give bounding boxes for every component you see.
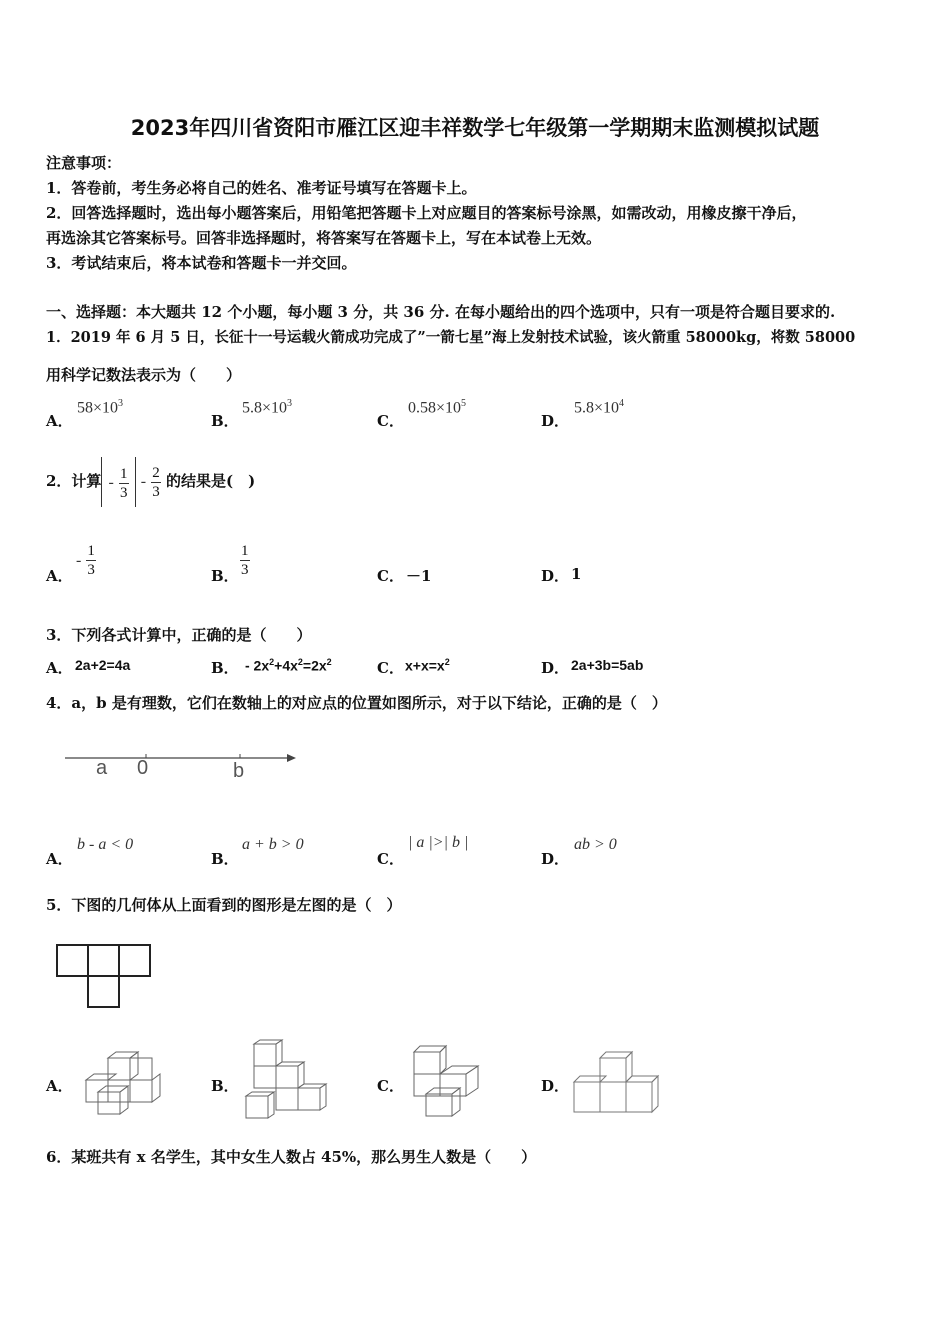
q5-option-a-cubes [80,1048,165,1120]
option-label-a: A． [46,659,73,677]
option-label-b: B． [211,850,239,868]
question-6-stem: 6．某班共有 x 名学生，其中女生人数占 45%，那么男生人数是（ ） [46,1148,537,1166]
q4-option-d: ab > 0 [574,836,617,853]
q3-option-b: - $2x^2+4x^2=2x^2$ [245,657,332,674]
q4-option-a: b - a < 0 [77,836,134,853]
option-label-a: A． [46,567,73,585]
q5-option-c-cubes [408,1042,488,1122]
top-view-figure [55,943,155,1011]
q1-option-b: $5.8\times 10^3$ [242,398,293,417]
absolute-value-bars: - $\frac{1}{3}$ [101,457,135,507]
option-label-c: C． [377,850,404,868]
notice-item: 再选涂其它答案标号。回答非选择题时，将答案写在答题卡上，写在本试卷上无效。 [46,229,602,247]
q5-option-b-cubes [242,1038,337,1124]
option-label-b: B． [211,659,239,677]
q4-option-c: | a |>| b | [408,834,469,851]
question-5-stem: 5．下图的几何体从上面看到的图形是左图的是（ ） [46,896,402,914]
fraction: $\frac{2}{3}$ [152,464,160,500]
q2-option-d: 1 [571,565,582,583]
question-3-stem: 3．下列各式计算中，正确的是（ ） [46,626,312,644]
axis-label-a: a [96,757,108,779]
option-label-d: D． [541,567,570,585]
axis-label-b: b [233,760,245,782]
notice-item: 3．考试结束后，将本试卷和答题卡一并交回。 [46,254,357,272]
notice-item: 1．答卷前，考生务必将自己的姓名、准考证号填写在答题卡上。 [46,179,477,197]
page-title: 2023年四川省资阳市雁江区迎丰祥数学七年级第一学期期末监测模拟试题 [130,116,820,140]
option-label-a: A． [46,850,73,868]
option-label-a: A． [46,412,73,430]
q4-option-b: a + b > 0 [242,836,304,853]
option-label-d: D． [541,850,570,868]
option-label-c: C． [377,1077,404,1095]
q2-option-b: $\frac{1}{3}$ [241,543,249,578]
q1-option-d: $5.8\times 10^4$ [574,398,625,417]
question-1-stem: 1．2019 年 6 月 5 日，长征十一号运载火箭成功完成了”一箭七星”海上发射技术试验，该火箭重 58000kg，将数 58000 [46,329,856,346]
option-label-d: D． [541,412,570,430]
option-label-b: B． [211,412,239,430]
option-label-c: C． [377,659,404,677]
option-label-b: B． [211,1077,239,1095]
q2-option-a: - $\frac{1}{3}$ [76,543,95,578]
option-label-a: A． [46,1077,73,1095]
question-4-stem: 4．a，b 是有理数，它们在数轴上的对应点的位置如图所示，对于以下结论，正确的是（ ） [46,694,667,712]
question-2-stem: 2．计算 - $\frac{1}{3}$ - $\frac{2}{3}$ 的结果是( ) [46,456,255,507]
q3-option-d: 2a+3b=5ab [571,657,644,673]
notice-heading: 注意事项： [46,154,122,172]
fraction: $\frac{1}{3}$ [120,465,128,501]
q3-option-a: 2a+2=4a [75,657,131,673]
notice-item: 2．回答选择题时，选出每小题答案后，用铅笔把答题卡上对应题目的答案标号涂黑，如需改动，用橡皮擦干净后， [46,204,807,222]
q1-option-a: $58\times 10^3$ [77,398,124,417]
section-heading: 一、选择题：本大题共 12 个小题，每小题 3 分，共 36 分. 在每小题给出的四个选项中，只有一项是符合题目要求的. [46,303,836,321]
option-label-c: C． [377,567,404,585]
option-label-c: C． [377,412,404,430]
option-label-d: D． [541,659,570,677]
question-1-stem-cont: 用科学记数法表示为（ ） [46,366,242,384]
q2-option-c: －1 [406,567,432,585]
q3-option-c: $x+x=x^2$ [405,657,450,674]
q1-option-c: $0.58\times 10^5$ [408,398,467,417]
option-label-b: B． [211,567,239,585]
q5-option-d-cubes [570,1050,665,1116]
axis-label-zero: 0 [137,757,149,779]
option-label-d: D． [541,1077,570,1095]
